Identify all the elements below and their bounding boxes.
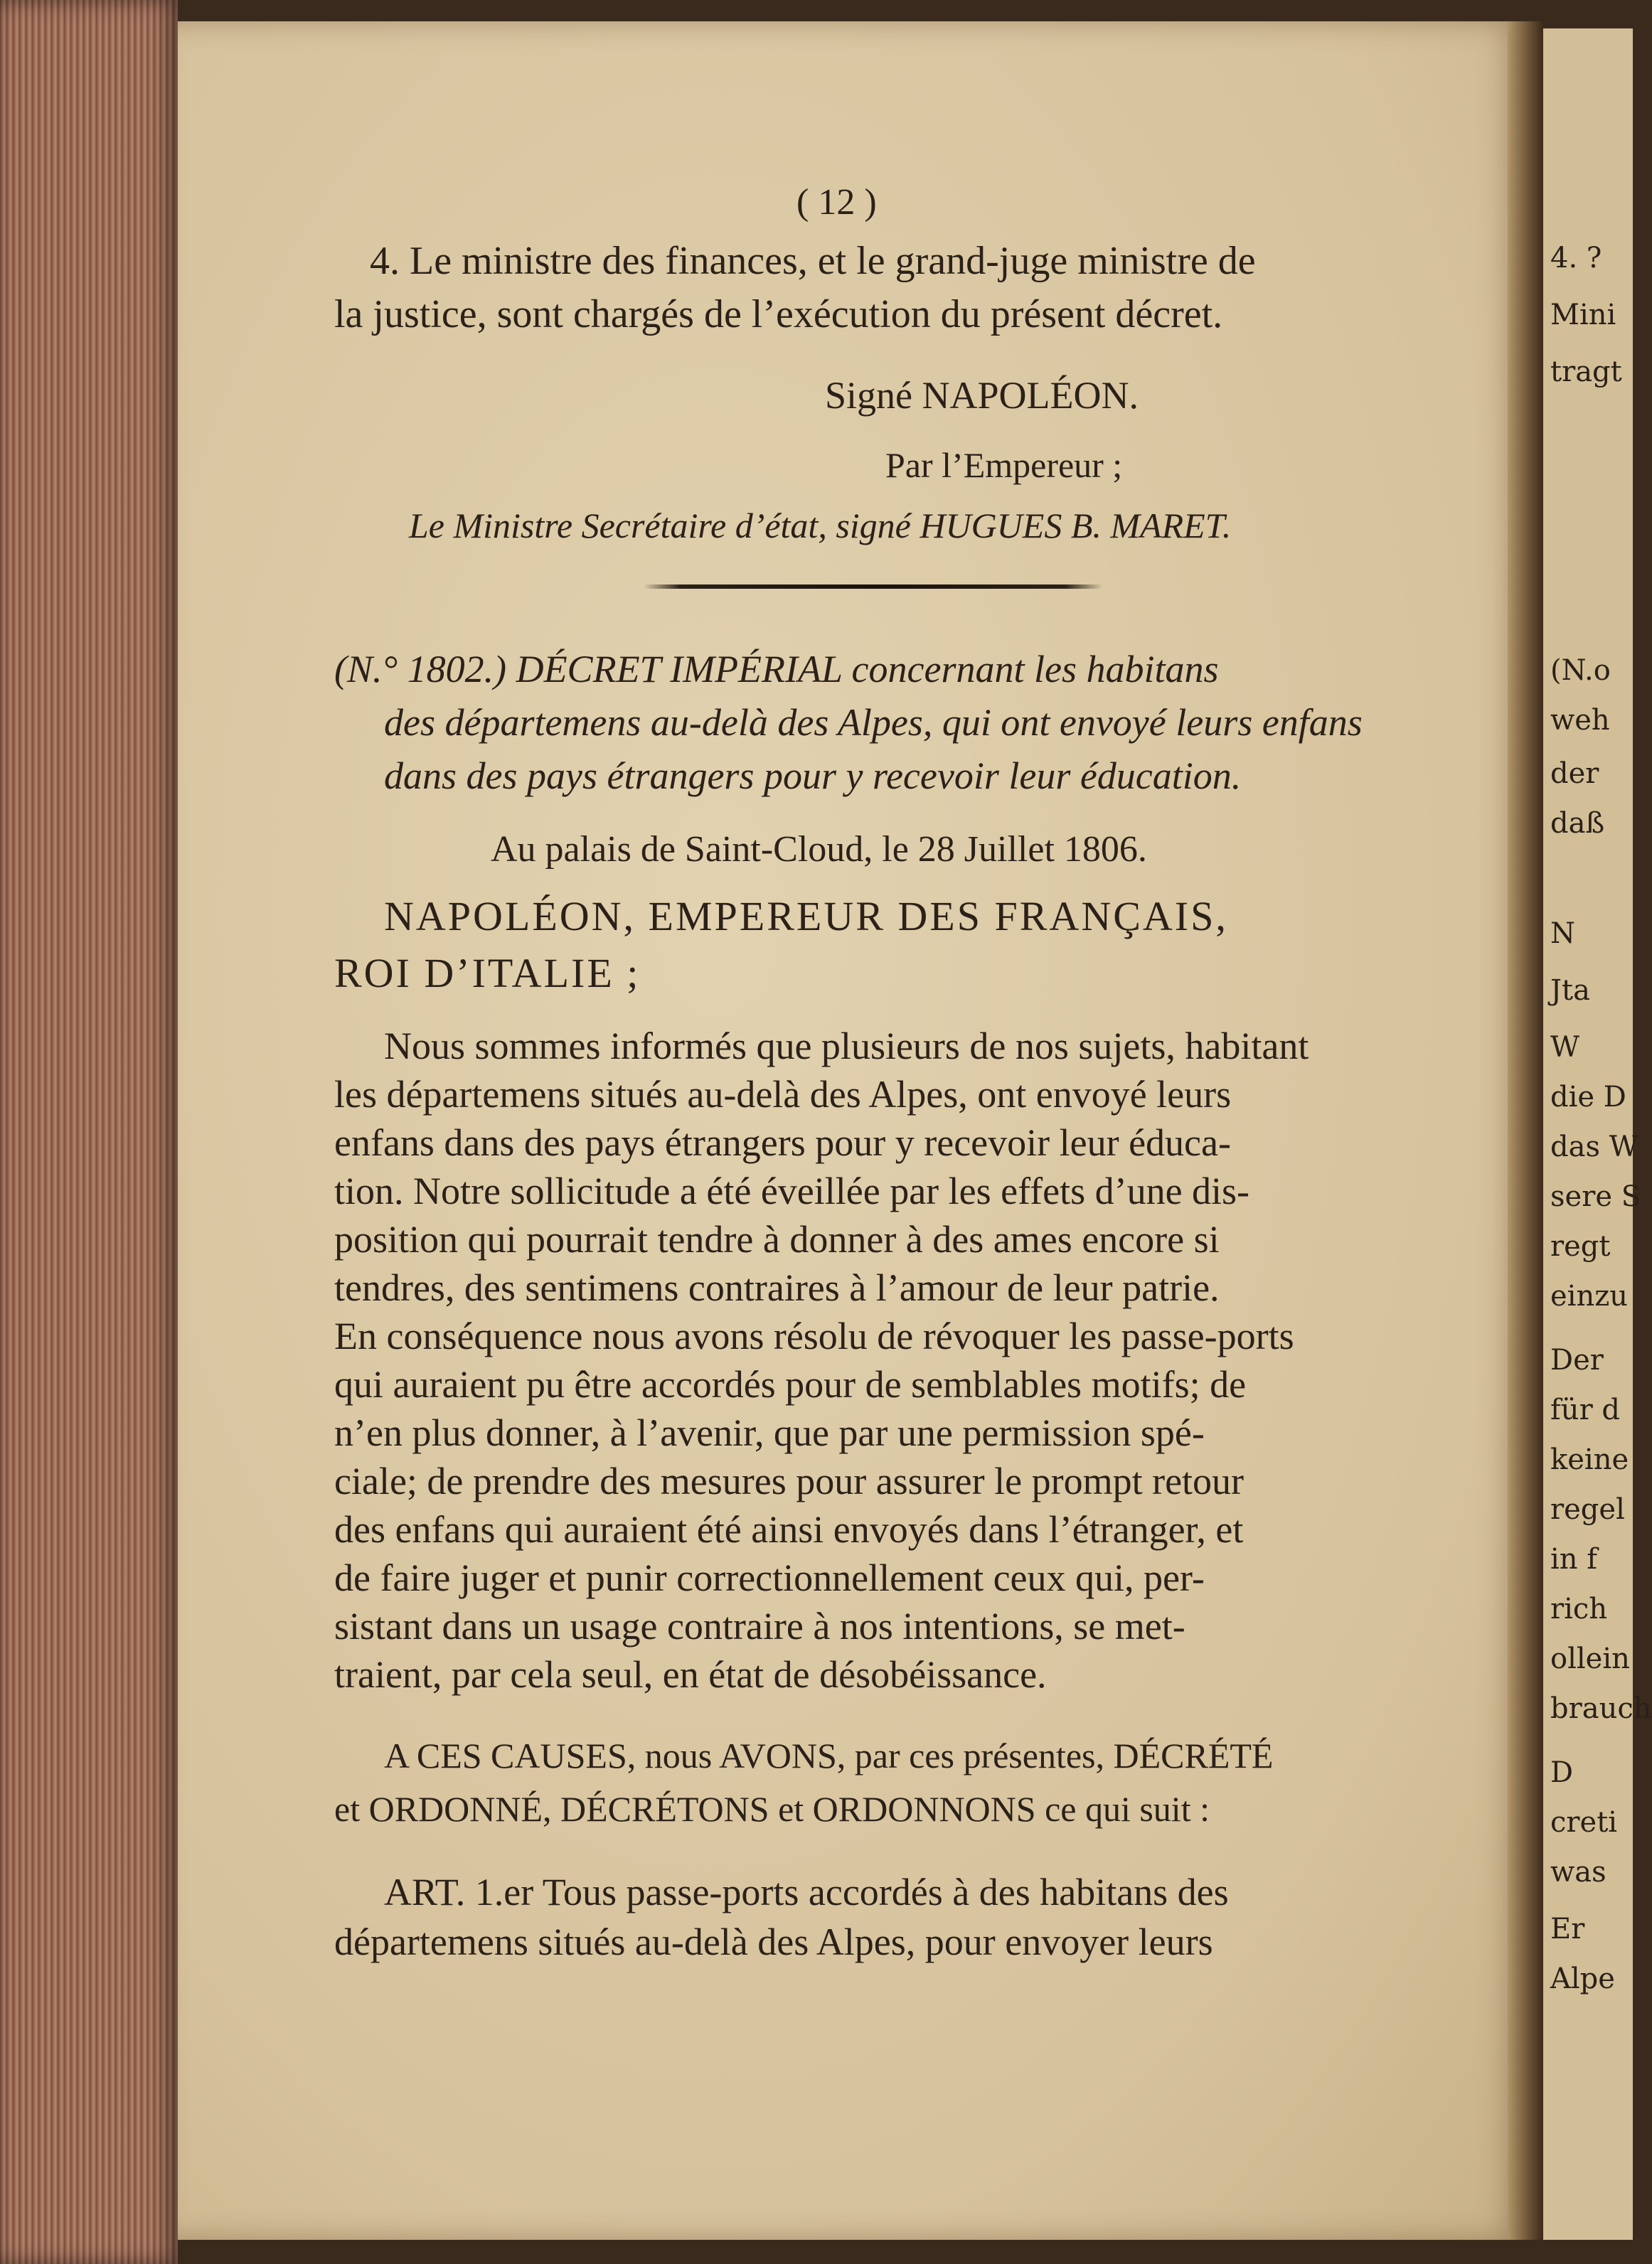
- body-line: sistant dans un usage contraire à nos intentions, se met-: [334, 1605, 1185, 1648]
- facing-page: [1543, 28, 1652, 2240]
- facing-fragment: regt: [1550, 1230, 1611, 1263]
- facing-fragment: sere S: [1550, 1180, 1641, 1213]
- body-line: des enfans qui auraient été ainsi envoyés dans l’étranger, et: [334, 1508, 1244, 1551]
- book-gutter: [1508, 21, 1543, 2240]
- book-fore-edge: [0, 0, 178, 2264]
- facing-fragment: weh: [1550, 704, 1610, 737]
- causes-line: et ORDONNÉ, DÉCRÉTONS et ORDONNONS ce qui suit :: [334, 1789, 1210, 1829]
- body-line: ciale; de prendre des mesures pour assurer le prompt retour: [334, 1460, 1245, 1502]
- facing-fragment: der: [1550, 757, 1599, 790]
- facing-fragment: (N.o: [1550, 654, 1611, 687]
- signature-ministre: Le Ministre Secrétaire d’état, signé HUGUES B. MARET.: [409, 506, 1232, 545]
- article-1-line: départemens situés au-delà des Alpes, pour envoyer leurs: [334, 1921, 1213, 1963]
- facing-fragment: rich: [1550, 1593, 1608, 1625]
- facing-fragment: ollein: [1550, 1643, 1630, 1675]
- body-line: tendres, des sentimens contraires à l’amour de leur patrie.: [334, 1266, 1220, 1309]
- page-number: ( 12 ): [796, 182, 877, 223]
- body-line: En conséquence nous avons résolu de révoquer les passe-ports: [334, 1315, 1294, 1357]
- facing-fragment: regel: [1550, 1493, 1625, 1526]
- body-line: Nous sommes informés que plusieurs de nos sujets, habitant: [384, 1025, 1309, 1067]
- facing-fragment: keine: [1550, 1443, 1629, 1476]
- signature-par: Par l’Empereur ;: [885, 445, 1123, 485]
- facing-fragment: Alpe: [1550, 1963, 1615, 1995]
- body-line: n’en plus donner, à l’avenir, que par une permission spé-: [334, 1411, 1205, 1454]
- body-line: qui auraient pu être accordés pour de semblables motifs; de: [334, 1363, 1247, 1406]
- facing-fragment: N: [1550, 917, 1575, 950]
- facing-fragment: Er: [1550, 1913, 1585, 1945]
- facing-fragment: für d: [1550, 1394, 1621, 1426]
- article-1-line: ART. 1.er Tous passe-ports accordés à des habitans des: [384, 1871, 1229, 1913]
- body-line: tion. Notre sollicitude a été éveillée par les effets d’une dis-: [334, 1170, 1250, 1212]
- facing-fragment: 4. ?: [1550, 242, 1602, 274]
- separator-rule: [644, 584, 1102, 589]
- body-line: traient, par cela seul, en état de désobéissance.: [334, 1653, 1047, 1696]
- facing-fragment: creti: [1550, 1806, 1618, 1839]
- decree-title-line: (N.° 1802.) DÉCRET IMPÉRIAL concernant les habitans: [334, 648, 1219, 690]
- facing-fragment: D: [1550, 1756, 1574, 1789]
- causes-line: A CES CAUSES, nous AVONS, par ces présentes, DÉCRÉTÉ: [384, 1736, 1274, 1776]
- facing-fragment: Mini: [1550, 299, 1616, 331]
- decree-title-line: des départemens au-delà des Alpes, qui ont envoyé leurs enfans: [384, 701, 1363, 744]
- heading-line: ROI D’ITALIE ;: [334, 950, 641, 996]
- facing-fragment: W: [1550, 1031, 1580, 1064]
- decree-title-line: dans des pays étrangers pour y recevoir leur éducation.: [384, 754, 1242, 797]
- facing-fragment: daß: [1550, 807, 1605, 840]
- article-4-line: 4. Le ministre des finances, et le grand-juge ministre de: [370, 239, 1256, 283]
- body-line: position qui pourrait tendre à donner à des ames encore si: [334, 1218, 1220, 1261]
- article-4-line: la justice, sont chargés de l’exécution du présent décret.: [334, 292, 1223, 336]
- body-line: enfans dans des pays étrangers pour y recevoir leur éduca-: [334, 1121, 1231, 1164]
- signature-signe: Signé NAPOLÉON.: [825, 374, 1139, 417]
- facing-fragment: das W: [1550, 1131, 1638, 1163]
- body-line: de faire juger et punir correctionnellement ceux qui, per-: [334, 1556, 1205, 1599]
- body-line: les départemens situés au-delà des Alpes, ont envoyé leurs: [334, 1073, 1232, 1116]
- facing-fragment: tragt: [1550, 356, 1622, 388]
- place-date: Au palais de Saint-Cloud, le 28 Juillet 1806.: [491, 829, 1147, 870]
- facing-fragment: Jta: [1550, 974, 1590, 1007]
- facing-fragment: einzu: [1550, 1280, 1629, 1313]
- facing-fragment: Der: [1550, 1344, 1604, 1377]
- heading-line: NAPOLÉON, EMPEREUR DES FRANÇAIS,: [384, 893, 1228, 939]
- facing-fragment: in f: [1550, 1543, 1598, 1576]
- facing-fragment: brauch: [1550, 1692, 1652, 1725]
- facing-fragment: was: [1550, 1856, 1606, 1889]
- facing-fragment: die D: [1550, 1081, 1626, 1114]
